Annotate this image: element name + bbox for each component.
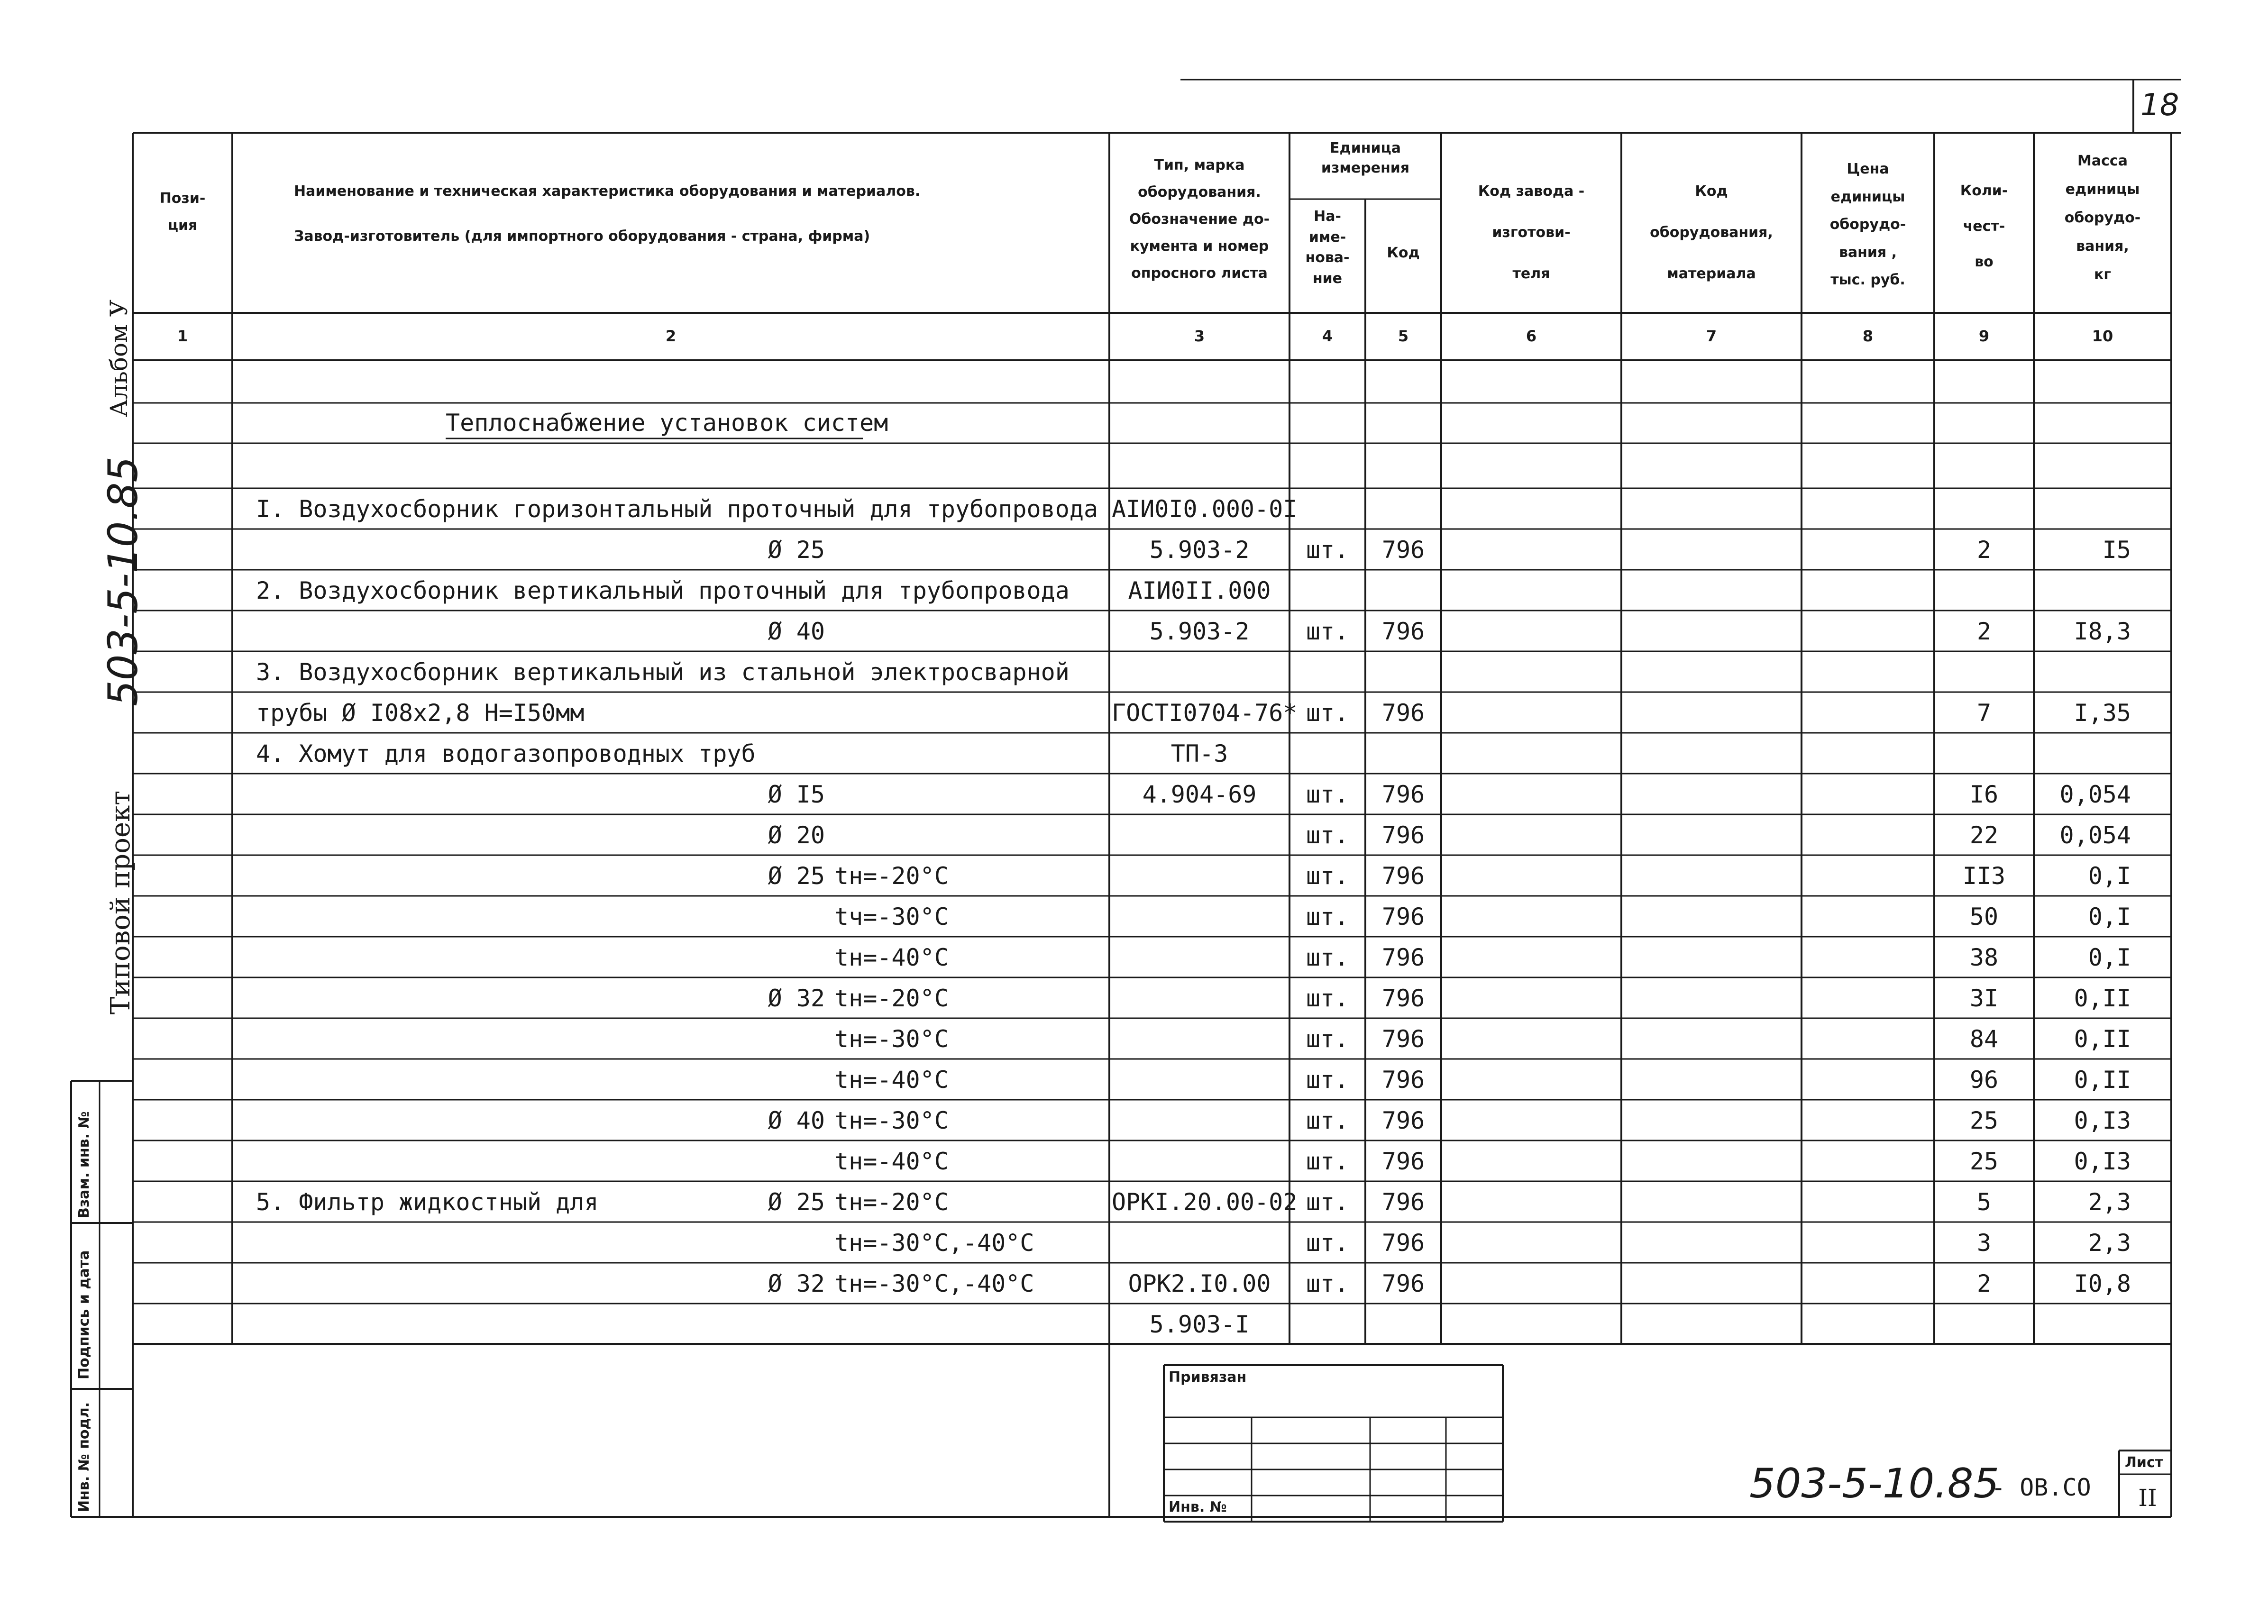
item-mass: I0,8: [2074, 1270, 2131, 1297]
item-unit: шт.: [1306, 1229, 1349, 1257]
item-temperature: tн=-20°C: [834, 985, 949, 1012]
item-unit-code: 796: [1381, 1188, 1425, 1216]
item-type-mark: 5.903-I: [1149, 1311, 1250, 1338]
item-unit-code: 796: [1381, 1066, 1425, 1094]
item-unit: шт.: [1306, 821, 1349, 849]
section-title: Теплоснабжение установок систем: [446, 409, 888, 437]
item-diameter: Ø 32: [768, 985, 825, 1012]
item-temperature: tн=-30°C: [834, 1107, 949, 1134]
item-quantity: 38: [1969, 944, 1999, 971]
col-number-1: 1: [177, 327, 188, 345]
col-number-6: 6: [1526, 327, 1537, 345]
item-unit-code: 796: [1381, 821, 1425, 849]
item-mass: 0,II: [2074, 985, 2131, 1012]
item-quantity: I6: [1969, 781, 1999, 808]
item-name: 5. Фильтр жидкостный для: [256, 1188, 599, 1216]
item-mass: I5: [2102, 536, 2131, 564]
vzam-label: Взам. инв. №: [76, 1111, 92, 1218]
header-equipment-code: Код оборудования, материала: [1650, 183, 1773, 282]
item-unit-code: 796: [1381, 862, 1425, 890]
col-number-4: 4: [1322, 327, 1333, 345]
item-unit-code: 796: [1381, 1148, 1425, 1175]
item-unit-code: 796: [1381, 1025, 1425, 1053]
header-unit-name: На- име- нова- ние: [1305, 208, 1350, 287]
inv-podl-label: Инв. № подл.: [76, 1402, 92, 1512]
project-type-label: Типовой проект: [105, 790, 136, 1014]
item-temperature: tч=-30°C: [834, 903, 949, 931]
item-temperature: tн=-30°C,-40°C: [834, 1270, 1034, 1297]
item-mass: 0,I: [2088, 944, 2131, 971]
privyazan-label: Привязан: [1169, 1369, 1247, 1386]
item-mass: 0,I3: [2074, 1148, 2131, 1175]
header-position: Пози- ция: [159, 190, 206, 234]
item-unit-code: 796: [1381, 985, 1425, 1012]
item-quantity: 25: [1969, 1107, 1999, 1134]
sheet-number: II: [2138, 1484, 2157, 1512]
item-unit: шт.: [1306, 862, 1349, 890]
item-quantity: 5: [1976, 1188, 1992, 1216]
header-mass: Масса единицы оборудо- вания, кг: [2064, 153, 2141, 283]
item-name: 3. Воздухосборник вертикальный из стальной электросварной: [256, 658, 1070, 686]
item-quantity: 22: [1969, 821, 1999, 849]
item-mass: 0,II: [2074, 1025, 2131, 1053]
item-mass: 0,054: [2059, 781, 2131, 808]
item-name: 4. Хомут для водогазопроводных труб: [256, 740, 756, 767]
item-diameter: Ø 20: [768, 821, 825, 849]
item-quantity: 96: [1969, 1066, 1999, 1094]
col-number-10: 10: [2092, 327, 2113, 345]
footer-suffix: - ОВ.СО: [1991, 1474, 2091, 1501]
item-diameter: Ø 32: [768, 1270, 825, 1297]
item-type-mark: ОРКI.20.00-02: [1112, 1188, 1298, 1216]
item-diameter: Ø 25: [768, 536, 825, 564]
item-unit-code: 796: [1381, 618, 1425, 645]
item-unit: шт.: [1306, 1066, 1349, 1094]
item-diameter: Ø 25: [768, 862, 825, 890]
page-number: 18: [2140, 88, 2179, 123]
item-diameter: Ø I5: [768, 781, 825, 808]
item-unit-code: 796: [1381, 536, 1425, 564]
item-temperature: tн=-40°C: [834, 1066, 949, 1094]
item-unit: шт.: [1306, 903, 1349, 931]
item-temperature: tн=-30°C: [834, 1025, 949, 1053]
project-code-side: 503-5-10.85: [100, 456, 147, 706]
item-unit: шт.: [1306, 944, 1349, 971]
item-unit-code: 796: [1381, 699, 1425, 727]
album-label: Альбом У: [105, 300, 133, 417]
podpis-label: Подпись и дата: [76, 1250, 92, 1379]
footer-document-code: 503-5-10.85: [1749, 1460, 2000, 1507]
item-mass: 2,3: [2088, 1229, 2131, 1257]
item-type-mark: 5.903-2: [1149, 618, 1250, 645]
header-name-line2: Завод-изготовитель (для импортного оборудования - страна, фирма): [294, 228, 870, 245]
item-type-mark: 5.903-2: [1149, 536, 1250, 564]
item-type-mark: ОРК2.I0.00: [1128, 1270, 1271, 1297]
col-number-3: 3: [1194, 327, 1205, 345]
item-unit: шт.: [1306, 699, 1349, 727]
item-quantity: 2: [1976, 536, 1992, 564]
item-quantity: 2: [1976, 1270, 1992, 1297]
item-name: трубы Ø I08x2,8 H=I50мм: [256, 699, 585, 727]
item-unit-code: 796: [1381, 781, 1425, 808]
item-mass: 0,II: [2074, 1066, 2131, 1094]
item-diameter: Ø 40: [768, 1107, 825, 1134]
col-number-8: 8: [1862, 327, 1874, 345]
item-unit-code: 796: [1381, 1229, 1425, 1257]
item-unit-code: 796: [1381, 944, 1425, 971]
item-temperature: tн=-40°C: [834, 944, 949, 971]
item-quantity: 50: [1969, 903, 1999, 931]
item-type-mark: ТП-3: [1171, 740, 1228, 767]
item-name: 2. Воздухосборник вертикальный проточный для трубопровода: [256, 577, 1070, 604]
item-diameter: Ø 25: [768, 1188, 825, 1216]
item-quantity: 84: [1969, 1025, 1999, 1053]
sheet-label: Лист: [2125, 1454, 2164, 1471]
item-quantity: II3: [1962, 862, 2006, 890]
item-temperature: tн=-20°C: [834, 1188, 949, 1216]
item-diameter: Ø 40: [768, 618, 825, 645]
item-unit: шт.: [1306, 618, 1349, 645]
col-number-5: 5: [1398, 327, 1409, 345]
item-temperature: tн=-30°C,-40°C: [834, 1229, 1034, 1257]
item-type-mark: ГОСТI0704-76*: [1112, 699, 1298, 727]
header-unit-code: Код: [1387, 245, 1420, 261]
item-quantity: 7: [1976, 699, 1992, 727]
item-quantity: 3: [1976, 1229, 1992, 1257]
item-unit: шт.: [1306, 1270, 1349, 1297]
item-unit: шт.: [1306, 1107, 1349, 1134]
header-quantity: Коли- чест- во: [1960, 182, 2008, 270]
item-mass: 2,3: [2088, 1188, 2131, 1216]
item-type-mark: AIИ0I0.000-0I: [1112, 495, 1298, 523]
item-mass: 0,I3: [2074, 1107, 2131, 1134]
header-unit: Единица измерения: [1321, 140, 1410, 176]
item-unit-code: 796: [1381, 1107, 1425, 1134]
item-quantity: 2: [1976, 618, 1992, 645]
item-type-mark: 4.904-69: [1142, 781, 1257, 808]
item-mass: 0,054: [2059, 821, 2131, 849]
col-number-2: 2: [665, 327, 677, 345]
header-name-line1: Наименование и техническая характеристика оборудования и материалов.: [294, 183, 921, 200]
item-mass: I,35: [2074, 699, 2131, 727]
item-quantity: 3I: [1969, 985, 1999, 1012]
item-quantity: 25: [1969, 1148, 1999, 1175]
item-temperature: tн=-20°C: [834, 862, 949, 890]
item-type-mark: AIИ0II.000: [1128, 577, 1271, 604]
item-unit-code: 796: [1381, 903, 1425, 931]
col-number-7: 7: [1706, 327, 1717, 345]
item-mass: 0,I: [2088, 903, 2131, 931]
item-unit-code: 796: [1381, 1270, 1425, 1297]
item-mass: 0,I: [2088, 862, 2131, 890]
header-type: Тип, марка оборудования. Обозначение до- кумента и номер опросного листа: [1129, 157, 1270, 282]
col-number-9: 9: [1978, 327, 1990, 345]
inv-no-label: Инв. №: [1169, 1499, 1227, 1515]
item-unit: шт.: [1306, 536, 1349, 564]
item-name: I. Воздухосборник горизонтальный проточный для трубопровода: [256, 495, 1098, 523]
item-unit: шт.: [1306, 781, 1349, 808]
item-unit: шт.: [1306, 1025, 1349, 1053]
item-mass: I8,3: [2074, 618, 2131, 645]
item-unit: шт.: [1306, 1188, 1349, 1216]
item-temperature: tн=-40°C: [834, 1148, 949, 1175]
header-price: Цена единицы оборудо- вания , тыс. руб.: [1829, 161, 1906, 288]
header-factory-code: Код завода - изготови- теля: [1478, 183, 1585, 282]
item-unit: шт.: [1306, 1148, 1349, 1175]
item-unit: шт.: [1306, 985, 1349, 1012]
